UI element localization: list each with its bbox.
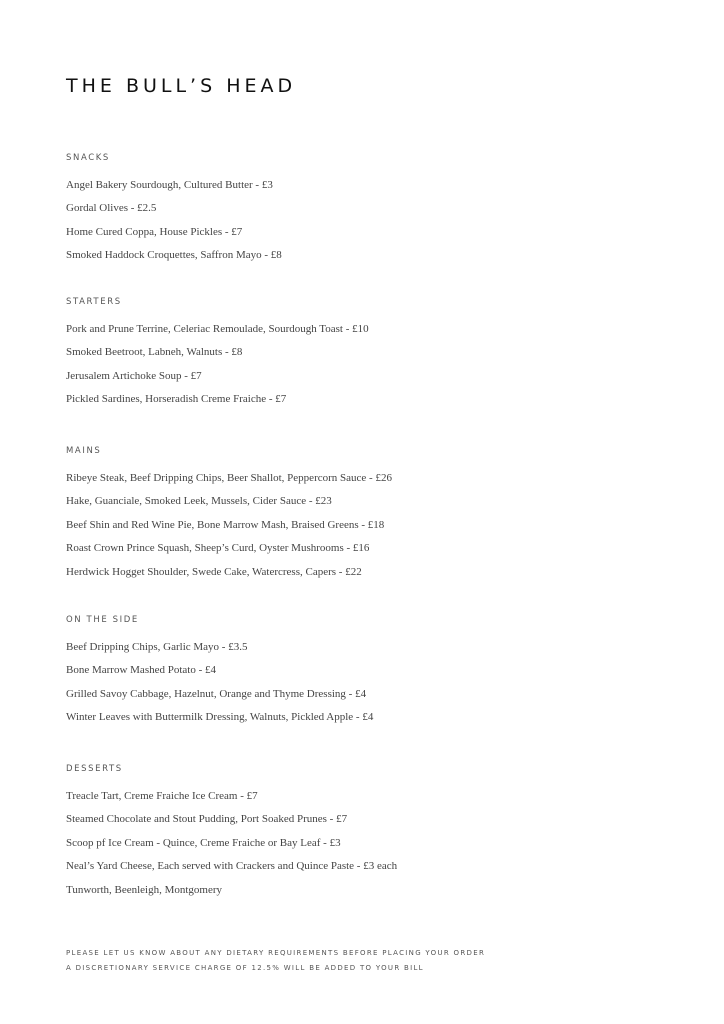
menu-item: Treacle Tart, Creme Fraiche Ice Cream - £7 [66, 790, 258, 802]
menu-item-list [66, 640, 373, 734]
menu-item-list [66, 178, 282, 272]
menu-item-list [66, 471, 392, 588]
menu-item: Scoop pf Ice Cream - Quince, Creme Fraiche or Bay Leaf - £3 [66, 836, 341, 849]
section-heading: SNACKS [66, 153, 110, 163]
menu-item-list [66, 322, 369, 416]
menu-item: Smoked Beetroot, Labneh, Walnuts - £8 [66, 346, 243, 359]
section-on-the-side [66, 614, 373, 734]
section-mains [66, 445, 392, 588]
menu-item: Beef Shin and Red Wine Pie, Bone Marrow Mash, Braised Greens - £18 [66, 518, 385, 531]
menu-item: Home Cured Coppa, House Pickles - £7 [66, 225, 243, 238]
menu-item: Ribeye Steak, Beef Dripping Chips, Beer Shallot, Peppercorn Sauce - £26 [66, 472, 392, 484]
section-heading: DESSERTS [66, 764, 123, 774]
menu-title: THE BULL’S HEAD [66, 75, 297, 97]
menu-item: Smoked Haddock Croquettes, Saffron Mayo - £8 [66, 249, 282, 262]
menu-item: Pork and Prune Terrine, Celeriac Remoulade, Sourdough Toast - £10 [66, 323, 369, 335]
section-heading: STARTERS [66, 297, 122, 307]
section-heading: MAINS [66, 446, 102, 456]
menu-item: Angel Bakery Sourdough, Cultured Butter - £3 [66, 179, 273, 191]
section-desserts [66, 763, 397, 906]
menu-item: Winter Leaves with Buttermilk Dressing, Walnuts, Pickled Apple - £4 [66, 711, 374, 724]
menu-item-list [66, 789, 397, 906]
section-snacks [66, 152, 282, 272]
dietary-notice: PLEASE LET US KNOW ABOUT ANY DIETARY REQUIREMENTS BEFORE PLACING YOUR ORDER [66, 949, 486, 957]
section-heading: ON THE SIDE [66, 615, 139, 625]
menu-item: Herdwick Hogget Shoulder, Swede Cake, Watercress, Capers - £22 [66, 565, 362, 578]
menu-item: Grilled Savoy Cabbage, Hazelnut, Orange and Thyme Dressing - £4 [66, 687, 367, 700]
menu-item: Bone Marrow Mashed Potato - £4 [66, 664, 217, 677]
menu-item: Roast Crown Prince Squash, Sheep’s Curd, Oyster Mushrooms - £16 [66, 542, 370, 555]
menu-item: Neal’s Yard Cheese, Each served with Crackers and Quince Paste - £3 each [66, 860, 398, 873]
menu-item: Jerusalem Artichoke Soup - £7 [66, 369, 202, 382]
menu-item: Tunworth, Beenleigh, Montgomery [66, 883, 223, 896]
menu-item: Hake, Guanciale, Smoked Leek, Mussels, Cider Sauce - £23 [66, 495, 332, 508]
menu-item: Steamed Chocolate and Stout Pudding, Port Soaked Prunes - £7 [66, 813, 348, 826]
menu-item: Gordal Olives - £2.5 [66, 202, 157, 215]
menu-item: Pickled Sardines, Horseradish Creme Fraiche - £7 [66, 393, 287, 406]
menu-item: Beef Dripping Chips, Garlic Mayo - £3.5 [66, 641, 248, 653]
section-starters [66, 296, 369, 416]
footer-notices [66, 948, 485, 978]
service-charge-notice: A DISCRETIONARY SERVICE CHARGE OF 12.5% WILL BE ADDED TO YOUR BILL [66, 964, 424, 972]
